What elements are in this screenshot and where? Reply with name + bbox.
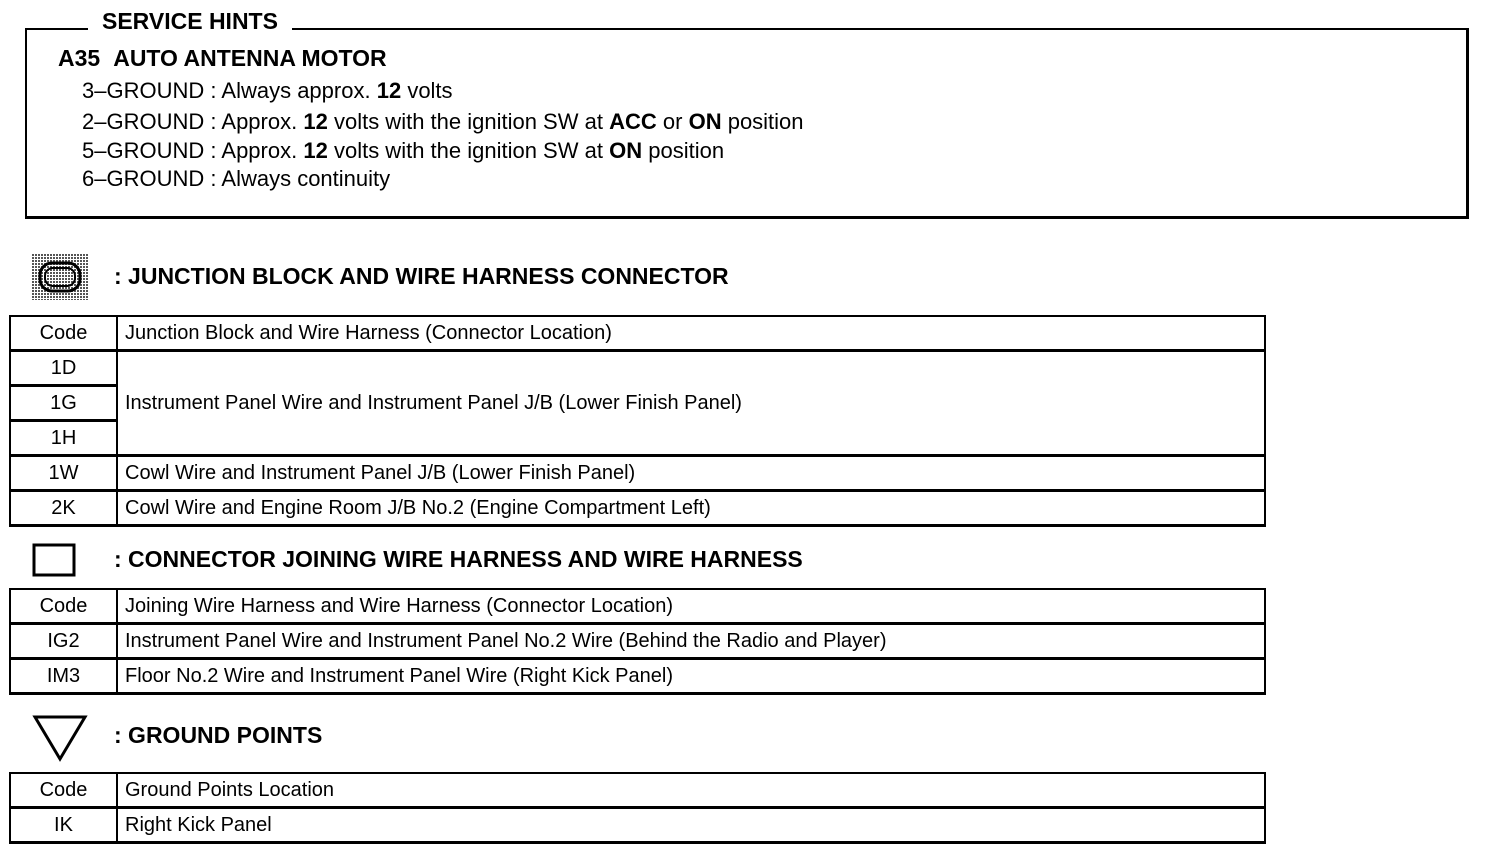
junction-table	[9, 315, 1266, 527]
code-cell: IM3	[10, 659, 117, 694]
table-header-row	[10, 589, 1265, 624]
component-name: AUTO ANTENNA MOTOR	[113, 45, 387, 71]
component-title	[58, 45, 387, 71]
location-cell: Cowl Wire and Instrument Panel J/B (Lower Finish Panel)	[117, 456, 1265, 491]
joining-section-heading: : CONNECTOR JOINING WIRE HARNESS AND WIRE HARNESS	[114, 546, 803, 572]
location-cell: Floor No.2 Wire and Instrument Panel Wire (Right Kick Panel)	[117, 659, 1265, 694]
component-code: A35	[58, 45, 101, 71]
hint-text: Approx.	[221, 138, 298, 163]
table-row	[10, 351, 1265, 386]
hint-text: Always approx.	[221, 78, 371, 103]
code-cell: IG2	[10, 624, 117, 659]
hint-text: volts with the ignition SW at	[333, 138, 603, 163]
code-cell: 2K	[10, 491, 117, 526]
joining-connector-icon	[32, 543, 76, 577]
hint-line-6-ground	[82, 166, 390, 192]
service-hints-legend: SERVICE HINTS	[88, 8, 292, 34]
hint-voltage: 12	[303, 109, 328, 134]
table-header-row	[10, 316, 1265, 351]
hint-switch-position: ON	[609, 138, 643, 163]
location-cell: Instrument Panel Wire and Instrument Panel No.2 Wire (Behind the Radio and Player)	[117, 624, 1265, 659]
hint-terminal: 3–GROUND :	[82, 78, 217, 103]
hint-line-3-ground	[82, 78, 453, 104]
table-header-row	[10, 773, 1265, 808]
code-column-header: Code	[10, 589, 117, 624]
hint-terminal: 5–GROUND :	[82, 138, 217, 163]
hint-voltage: 12	[303, 138, 328, 163]
code-cell: 1G	[10, 386, 117, 421]
code-cell: IK	[10, 808, 117, 843]
table-row	[10, 659, 1265, 694]
hint-terminal: 6–GROUND :	[82, 166, 217, 191]
table-row	[10, 456, 1265, 491]
table-row	[10, 491, 1265, 526]
ground-point-triangle-icon	[32, 714, 88, 762]
location-column-header: Ground Points Location	[117, 773, 1265, 808]
location-cell: Instrument Panel Wire and Instrument Panel J/B (Lower Finish Panel)	[117, 351, 1265, 456]
ground-section-heading: : GROUND POINTS	[114, 722, 323, 748]
hint-text: volts with the ignition SW at	[333, 109, 603, 134]
junction-section-heading: : JUNCTION BLOCK AND WIRE HARNESS CONNECTOR	[114, 263, 729, 289]
hint-line-5-ground	[82, 138, 724, 164]
hint-terminal: 2–GROUND :	[82, 109, 217, 134]
joining-table	[9, 588, 1266, 695]
code-column-header: Code	[10, 773, 117, 808]
hint-text: position	[648, 138, 725, 163]
hint-text: or	[662, 109, 683, 134]
location-cell: Right Kick Panel	[117, 808, 1265, 843]
hint-line-2-ground	[82, 109, 804, 135]
code-column-header: Code	[10, 316, 117, 351]
hint-text: volts	[407, 78, 453, 103]
location-column-header: Joining Wire Harness and Wire Harness (Connector Location)	[117, 589, 1265, 624]
code-cell: 1D	[10, 351, 117, 386]
hint-text: Approx.	[221, 109, 298, 134]
junction-block-connector-icon	[32, 254, 88, 300]
code-cell: 1W	[10, 456, 117, 491]
location-cell: Cowl Wire and Engine Room J/B No.2 (Engine Compartment Left)	[117, 491, 1265, 526]
code-cell: 1H	[10, 421, 117, 456]
hint-text: Always continuity	[221, 166, 391, 191]
hint-switch-position: ACC	[609, 109, 657, 134]
table-row	[10, 808, 1265, 843]
hint-text: position	[727, 109, 804, 134]
hint-voltage: 12	[376, 78, 402, 103]
location-column-header: Junction Block and Wire Harness (Connector Location)	[117, 316, 1265, 351]
hint-switch-position: ON	[688, 109, 722, 134]
ground-table	[9, 772, 1266, 844]
table-row	[10, 624, 1265, 659]
